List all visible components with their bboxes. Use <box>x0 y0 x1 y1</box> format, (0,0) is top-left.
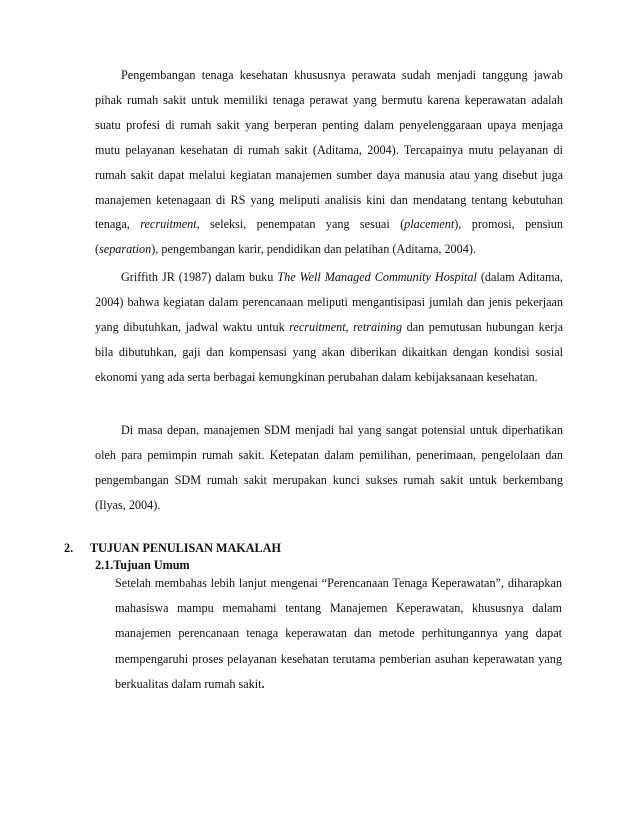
text-run: Di masa depan, manajemen SDM menjadi hal yang sangat potensial untuk diperhatikan oleh para pemimpin rumah sakit. Ketepatan dalam pemilihan, penerimaan, pengelolaan dan pengembangan SDM rumah sakit merupakan kunci sukses rumah sakit untuk berkembang (Ilyas, 2004). <box>95 423 563 512</box>
paragraph-future-hrm <box>95 418 563 518</box>
section-number: 2. <box>64 541 74 555</box>
text-run: ), promosi, pensiun ( <box>95 217 563 257</box>
text-run: Setelah membahas lebih lanjut mengenai “Perencanaan Tenaga Keperawatan”, diharapkan mahasiswa mampu memahami tentang Manajemen Keperawatan, khususnya dalam manajemen perencanaan tenaga keperawatan dan metode perhitungannya yang dapat mempengaruhi proses pelayanan kesehatan terutama pemberian asuhan keperawatan yang berkualitas dalam rumah sakit <box>115 576 562 691</box>
italic-term: recruitment <box>140 217 197 232</box>
text-run: ), pengembangan karir, pendidikan dan pelatihan (Aditama, 2004). <box>151 242 476 257</box>
subsection-heading: 2.1.Tujuan Umum <box>95 558 190 572</box>
italic-book-title: The Well Managed Community Hospital <box>277 270 477 284</box>
text-run: , seleksi, penempatan yang sesuai ( <box>196 217 405 232</box>
paragraph-general-objective <box>115 571 562 697</box>
section-title: TUJUAN PENULISAN MAKALAH <box>90 541 281 555</box>
italic-term: recruitment, retraining <box>289 319 403 334</box>
text-run: (dalam Aditama, 2004) bahwa kegiatan dalam perencanaan meliputi mengantisipasi jumlah dan jenis pekerjaan yang dibutuhkan, jadwal waktu untuk <box>95 270 563 334</box>
section-heading <box>64 541 281 556</box>
italic-term: separation <box>99 242 152 257</box>
text-run: Griffith JR (1987) dalam buku <box>121 270 278 284</box>
text-run: dan pemutusan hubungan kerja bila dibutuhkan, gaji dan kompensasi yang akan diberikan dikaitkan dengan kondisi sosial ekonomi yang ada serta berbagai kemungkinan perubahan dalam kebijaksanaan kesehatan. <box>95 319 563 384</box>
text-run: Pengembangan tenaga kesehatan khususnya perawata sudah menjadi tanggung jawab pihak rumah sakit untuk memiliki tenaga perawat yang bermutu karena keperawatan adalah suatu profesi di rumah sakit yang berperan penting dalam penyelenggaraan upaya menjaga mutu pelayanan kesehatan di rumah sakit (Aditama, 2004). Tercapainya mutu pelayanan di rumah sakit dapat melalui kegiatan manajemen sumber daya manusia atau yang disebut juga manajemen ketenagaan di RS yang meliputi analisis kini dan mendatang tentang kebutuhan tenaga, <box>95 68 563 232</box>
italic-term: placement <box>404 217 455 232</box>
paragraph-staff-development <box>95 63 563 262</box>
paragraph-griffith-planning <box>95 265 563 390</box>
end-period: . <box>261 676 265 691</box>
